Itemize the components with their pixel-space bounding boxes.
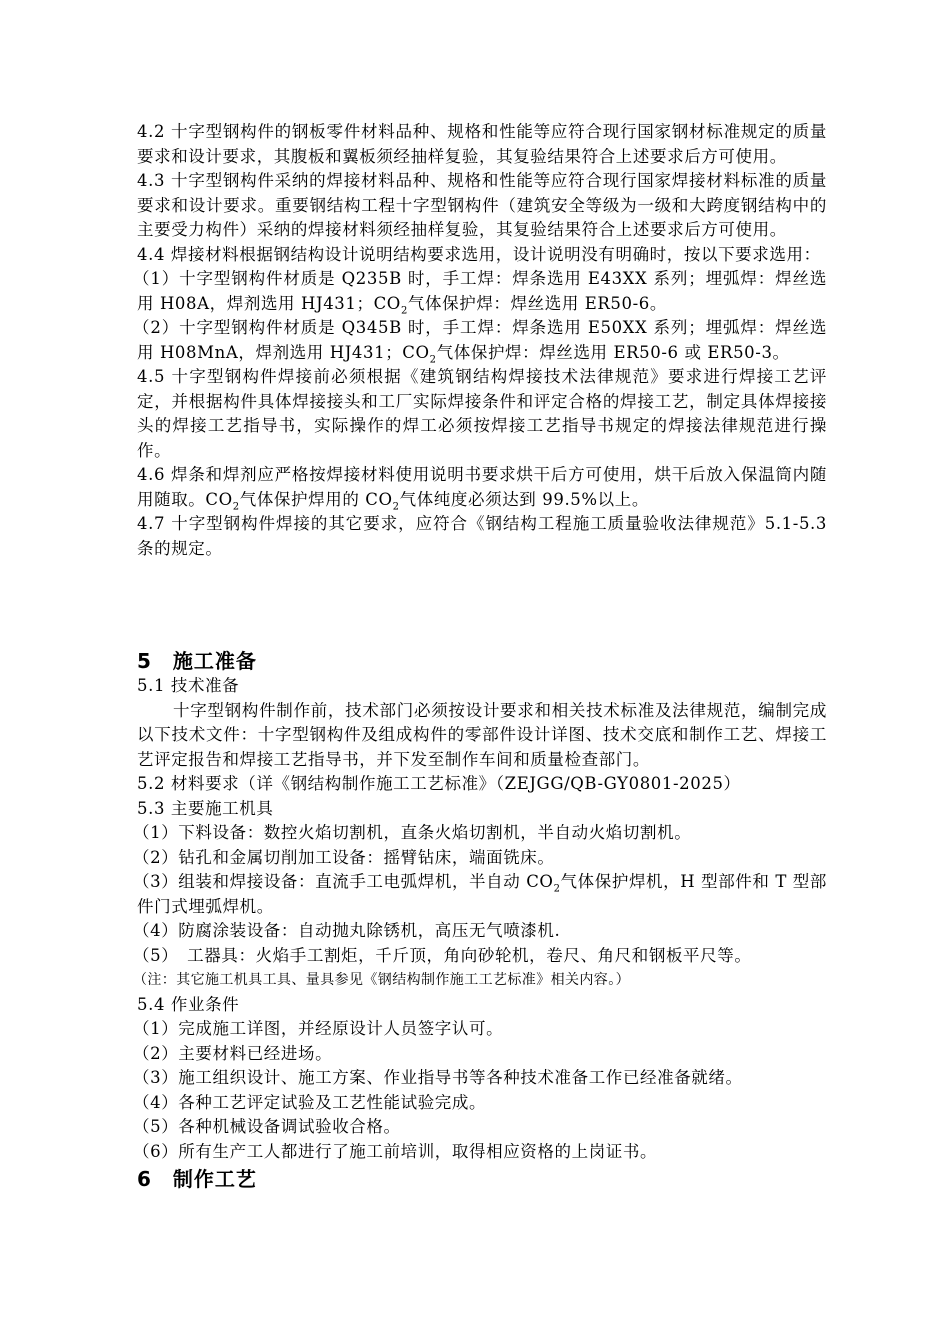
subsection-5-3-item-5: （5） 工器具：火焰手工割炬，千斤顶，角向砂轮机，卷尺、角尺和钢板平尺等。 <box>133 945 752 965</box>
section-5-heading: 5 施工准备 <box>137 649 257 673</box>
subsection-5-3-title: 5.3 主要施工机具 <box>137 798 274 818</box>
subsection-5-2: 5.2 材料要求（详《钢结构制作施工工艺标准》（ZEJGG/QB-GY0801-2025） <box>137 774 741 793</box>
paragraph-4-6: 4.6 焊条和焊剂应严格按焊接材料使用说明书要求烘干后方可使用，烘干后放入保温筒内随用随取。$CO_2$气体保护焊用的 $CO_2$气体纯度必须达到 99.5%以上。 <box>137 465 827 512</box>
subsection-5-3-item-4: （4）防腐涂装设备：自动抛丸除锈机，高压无气喷漆机. <box>133 921 561 940</box>
subsection-5-4-item: （3）施工组织设计、施工方案、作业指导书等各种技术准备工作已经准备就绪。 <box>133 1068 743 1087</box>
subsection-5-3-item-3: （3）组装和焊接设备：直流手工电弧焊机，半自动 $CO_2$气体保护焊机，H 型部件和 T 型部件门式埋弧焊机。 <box>133 872 827 916</box>
paragraph-4-4-item-1: （1）十字型钢构件材质是 Q235B 时，手工焊：焊条选用 E43XX 系列；埋弧焊：焊丝选用 H08A，焊剂选用 HJ431；$CO_2$气体保护焊：焊丝选用 ER50-6。 <box>133 269 827 316</box>
subsection-5-4-item: （5）各种机械设备调试验收合格。 <box>133 1117 401 1136</box>
subsection-5-1-title: 5.1 技术准备 <box>137 676 240 695</box>
paragraph-4-3: 4.3 十字型钢构件采纳的焊接材料品种、规格和性能等应符合现行国家焊接材料标准的质量要求和设计要求。重要钢结构工程十字型钢构件（建筑安全等级为一级和大跨度钢结构中的主要受力构件）采纳的焊接材料须经抽样复验，其复验结果符合上述要求后方可使用。 <box>137 171 827 239</box>
paragraph-4-7: 4.7 十字型钢构件焊接的其它要求，应符合《钢结构工程施工质量验收法律规范》5.1-5.3 条的规定。 <box>137 514 827 558</box>
section-5 <box>133 648 827 1192</box>
paragraph-4-2: 4.2 十字型钢构件的钢板零件材料品种、规格和性能等应符合现行国家钢材标准规定的质量要求和设计要求，其腹板和翼板须经抽样复验，其复验结果符合上述要求后方可使用。 <box>137 122 827 166</box>
paragraph-4-5: 4.5 十字型钢构件焊接前必须根据《建筑钢结构焊接技术法律规范》要求进行焊接工艺评定，并根据构件具体焊接接头和工厂实际焊接条件和评定合格的焊接工艺，制定具体焊接接头的焊接工艺指导书，实际操作的焊工必须按焊接工艺指导书规定的焊接法律规范进行操作。 <box>137 367 827 460</box>
subsection-5-3-item-1: （1）下料设备：数控火焰切割机，直条火焰切割机，半自动火焰切割机。 <box>133 823 692 842</box>
subsection-5-4-item: （4）各种工艺评定试验及工艺性能试验完成。 <box>133 1092 487 1112</box>
paragraph-4-4-item-2: （2）十字型钢构件材质是 Q345B 时，手工焊：焊条选用 E50XX 系列；埋弧焊：焊丝选用 H08MnA，焊剂选用 HJ431；$CO_2$气体保护焊：焊丝选用 ER50-6 或 ER50-3。 <box>133 318 827 365</box>
subsection-5-4-item: （6）所有生产工人都进行了施工前培训，取得相应资格的上岗证书。 <box>133 1141 658 1161</box>
subsection-5-1-body: 十字型钢构件制作前，技术部门必须按设计要求和相关技术标准及法律规范，编制完成以下技术文件：十字型钢构件及组成构件的零部件设计详图、技术交底和制作工艺、焊接工艺评定报告和焊接工艺指导书，并下发至制作车间和质量检查部门。 <box>137 700 827 769</box>
paragraph-4-4: 4.4 焊接材料根据钢结构设计说明结构要求选用，设计说明没有明确时，按以下要求选用： <box>137 244 821 264</box>
section-6-heading: 6 制作工艺 <box>137 1167 257 1191</box>
subsection-5-4-item: （2）主要材料已经进场。 <box>133 1043 333 1063</box>
section-4-body <box>133 120 827 561</box>
subsection-5-4-title: 5.4 作业条件 <box>137 994 240 1014</box>
subsection-5-3-note: （注：其它施工机具工具、量具参见《钢结构制作施工工艺标准》相关内容。） <box>133 972 630 988</box>
subsection-5-4-item: （1）完成施工详图，并经原设计人员签字认可。 <box>133 1019 504 1038</box>
subsection-5-3-item-2: （2）钻孔和金属切削加工设备：摇臂钻床，端面铣床。 <box>133 847 555 867</box>
